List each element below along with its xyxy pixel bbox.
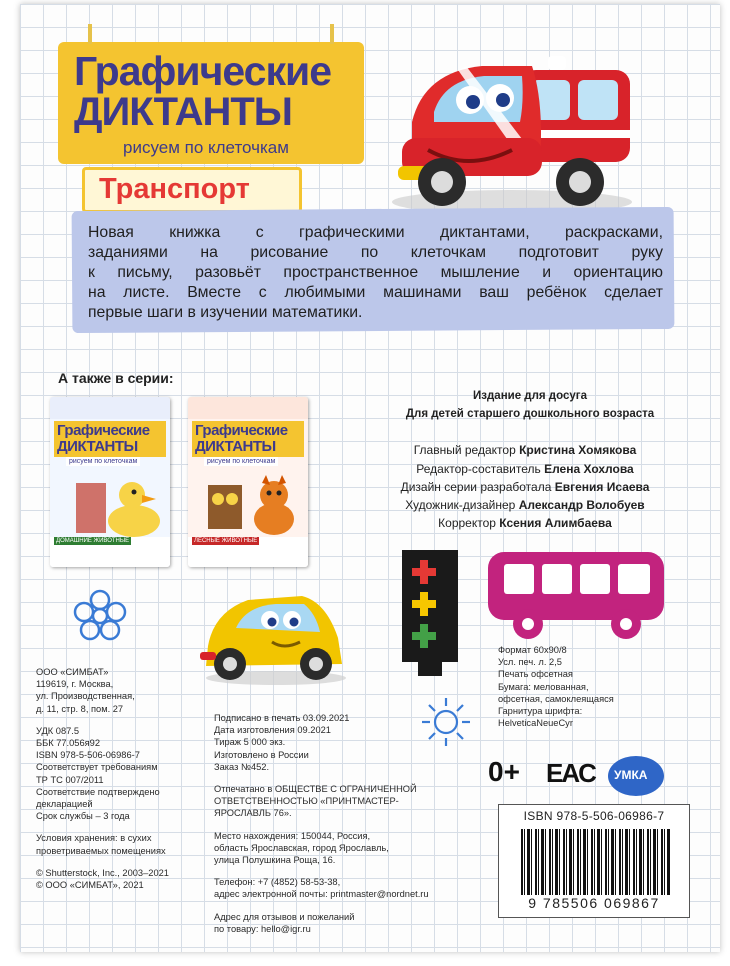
traffic-light-illustration: [400, 548, 460, 678]
isbn-label: ISBN 978-5-506-06986-7: [523, 809, 665, 823]
duck-illustration: [72, 477, 162, 539]
age-rating: 0+: [488, 756, 520, 787]
hanger-left: [88, 24, 92, 44]
title-subtitle: рисуем по клеточкам: [123, 138, 289, 157]
description-text: [88, 223, 663, 323]
book-top-strip: [50, 397, 170, 419]
book-top-strip: [188, 397, 308, 419]
description-line: первые шаги в изучении математики.: [88, 304, 363, 321]
description-line: к письму, разовьёт пространственное мышление и ориентацию: [88, 264, 663, 281]
credit-line: Главный редактор Кристина Хомякова: [413, 443, 637, 457]
description-line: заданиями на рисование по клеточкам подготовит руку: [88, 244, 663, 261]
publisher-info: ООО «СИМБАТ» 119619, г. Москва, ул. Производственная, д. 11, стр. 8, пом. 27 УДК 087.5 ББК 77.056я92 ISBN 978-5-506-06986-7 Соответствует требованиям ТР ТС 007/2011 Соответствие подтверждено декларацией Срок службы – 3 года Условия хранения: в сухих проветриваемых помещениях © Shutterstock, Inc., 2003–2021 © ООО «СИМБАТ», 2021: [36, 667, 169, 891]
book-title: Графические ДИКТАНТЫ: [54, 421, 166, 457]
credit-line: Художник-дизайнер Александр Волобуев: [405, 498, 645, 512]
logo-text: УМКА: [614, 768, 648, 782]
title-board: [58, 42, 364, 164]
format-info: Формат 60х90/8 Усл. печ. л. 2,5 Печать офсетная Бумага: мелованная, офсетная, самоклеящаяся Гарнитура шрифта: HelveticaNeueCyr: [498, 645, 614, 729]
barcode: [521, 829, 671, 895]
credit-line: Редактор-составитель Елена Хохлова: [416, 462, 634, 476]
yellow-car-illustration: [192, 582, 352, 686]
series-heading: А также в серии:: [58, 370, 174, 386]
topic-tag: [82, 167, 302, 213]
description-line: Новая книжка с графическими диктантами, раскрасками,: [88, 224, 663, 241]
edition-audience: Для детей старшего дошкольного возраста: [405, 408, 655, 420]
description-line: на листе. Вместе с любимыми машинами ваш ребёнок сделает: [88, 284, 663, 301]
book-title: Графические ДИКТАНТЫ: [192, 421, 304, 457]
credit-line: Корректор Ксения Алимбаева: [438, 516, 612, 530]
credit-line: Дизайн серии разработала Евгения Исаева: [400, 480, 650, 494]
title-line-2: ДИКТАНТЫ: [74, 90, 292, 134]
book-label: ДОМАШНИЕ ЖИВОТНЫЕ: [56, 538, 130, 544]
bus-illustration: [484, 548, 672, 644]
barcode-number: 9 785506 069867: [528, 895, 660, 911]
hanger-right: [330, 24, 334, 44]
print-info: Подписано в печать 03.09.2021 Дата изготовления 09.2021 Тираж 5 000 экз. Изготовлено в России Заказ №452. Отпечатано в ОБЩЕСТВЕ С ОГРАНИЧЕННОЙ ОТВЕТСТВЕННОСТЬЮ «ПРИНТМАСТЕР- ЯРОСЛАВЛЬ 76». Место нахождения: 150044, Россия, область Ярославская, город Ярославль, улица Полушкина Роща, 16. Телефон: +7 (4852) 58-53-38, адрес электронной почты: printmaster@nordnet.ru Адрес для отзывов и пожеланий по товару: hello@igr.ru: [214, 713, 429, 934]
title-line-1: Графические: [74, 48, 332, 94]
series-book-domestic: [50, 397, 170, 567]
book-subtitle: рисуем по клеточкам: [204, 457, 278, 466]
owl-fox-illustration: [206, 475, 302, 539]
book-label: ЛЕСНЫЕ ЖИВОТНЫЕ: [194, 538, 258, 544]
umka-logo: [608, 756, 664, 796]
isbn-box: [498, 804, 690, 918]
eac-mark: EAC: [546, 758, 595, 788]
fire-truck-illustration: [372, 42, 648, 218]
series-book-forest: [188, 397, 308, 567]
book-back-cover: [20, 4, 720, 952]
topic-text: Транспорт: [99, 173, 250, 205]
book-subtitle: рисуем по клеточкам: [66, 457, 140, 466]
edition-purpose: Издание для досуга: [473, 390, 587, 402]
flower-doodle: [70, 586, 130, 646]
